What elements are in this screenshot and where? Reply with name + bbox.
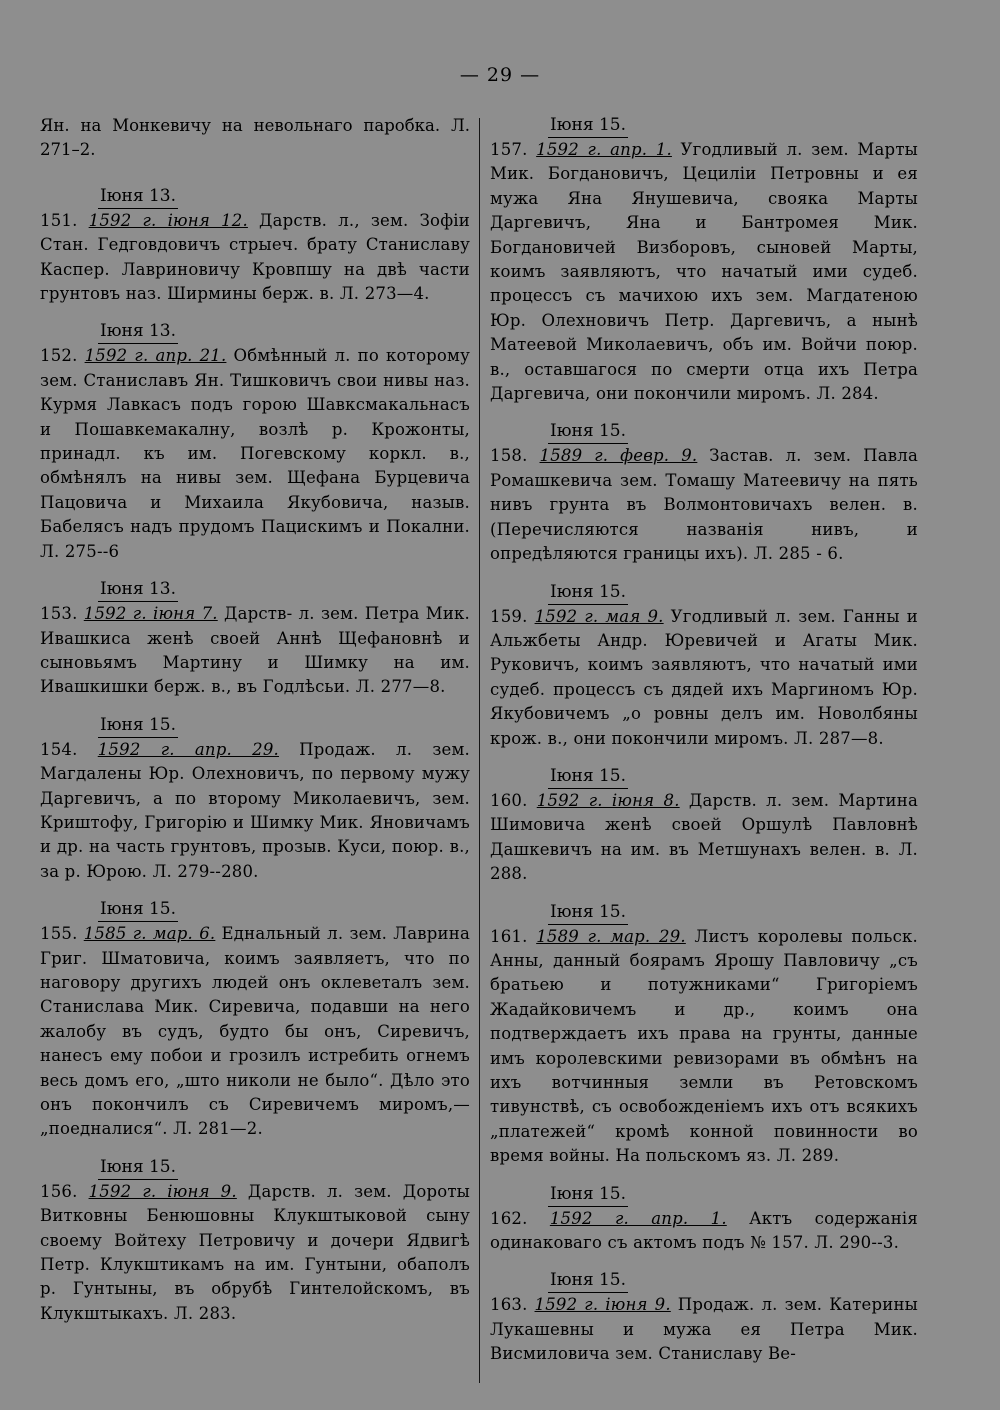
entry-body [40, 922, 470, 1142]
document-entry [490, 114, 918, 406]
entry-act-date: 1585 г. мар. 6. [83, 924, 216, 944]
entry-act-date: 1592 г. іюня 8. [536, 790, 680, 810]
entry-date-heading: Іюня 15. [548, 114, 628, 138]
entry-act-date: 1592 г. мая 9. [534, 606, 664, 626]
document-entry [490, 765, 918, 887]
entry-text: Еднальный л. зем. Лаврина Григ. Шматовича, коимъ заявляетъ, что по наговору другихъ людей онъ оклеветалъ зем. Станислава Мик. Сиревича, подавши на него жалобу въ судъ, будто бы онъ, Сиревичъ, нанесъ ему побои и грозилъ истребить огнемъ весь домъ его, „што николи не было“. Дѣло это онъ покончилъ съ Сиревичемъ миромъ,—„поедналися“. Л. 281—2. [40, 924, 470, 1139]
entry-act-date: 1592 г. апр. 1. [536, 140, 672, 159]
entry-text: Дарств. л. зем. Дороты Витковны Бенюшовны Клукштыковой сыну своему Войтеху Петровичу и дочери Ядвигѣ Петр. Клукштикамъ на им. Гунтыни, обаполъ р. Гунтыны, въ обрубѣ Гинтелойскомъ, въ Клукштыкахъ. Л. 283. [40, 1181, 471, 1323]
entry-act-date: 1592 г. апр. 1. [549, 1208, 727, 1228]
entry-text: Продаж. л. зем. Магдалены Юр. Олехновичъ, по первому мужу Даргевичъ, а по второму Миколаевичъ, зем. Криштофу, Григорію и Шимку Мик. Яновичамъ и др. на часть грунтовъ, прозыв. Куси, поюр. в., за р. Юрою. Л. 279--280. [40, 739, 470, 881]
document-entry [40, 1156, 470, 1326]
entry-text: Застав. л. зем. Павла Ромашкевича зем. Томашу Матеевичу на пять нивъ грунта въ Волмонтовичахъ велен. в. (Перечисляются названія нивъ, и опредѣляются границы ихъ). Л. 285 - 6. [490, 446, 918, 564]
entry-date-heading: Іюня 13. [98, 185, 178, 209]
entry-body [490, 925, 918, 1169]
entry-act-date: 1589 г. мар. 29. [536, 926, 686, 946]
entry-act-date: 1592 г. апр. 21. [84, 346, 227, 366]
entry-body [490, 1293, 918, 1366]
document-entry [40, 185, 470, 307]
entry-text: Продаж. л. зем. Катерины Лукашевны и мужа ея Петра Мик. Висмиловича зем. Станиславу Ве- [490, 1295, 918, 1364]
entry-text: Дарств. л., зем. Зофіи Стан. Гедговдовичъ стрыеч. брату Станиславу Каспер. Лавриновичу Кровпшу на двѣ части грунтовъ наз. Ширмины берж. в. Л. 273—4. [40, 210, 470, 304]
entry-date-heading: Іюня 13. [98, 320, 178, 344]
entry-date-heading: Іюня 15. [98, 898, 178, 922]
document-entry [490, 581, 918, 751]
right-entries [490, 114, 918, 1367]
entry-date-heading: Іюня 15. [98, 714, 178, 738]
entry-number: 154. [40, 739, 78, 759]
entry-act-date: 1589 г. февр. 9. [539, 446, 698, 466]
entry-body [40, 344, 470, 564]
entry-act-date: 1592 г. іюня 9. [88, 1181, 237, 1201]
entry-body [490, 444, 918, 566]
entry-number: 155. [40, 924, 78, 944]
entry-act-date: 1592 г. іюня 9. [534, 1295, 671, 1315]
document-entry [490, 901, 918, 1169]
entry-number: 161. [490, 926, 528, 946]
entry-date-heading: Іюня 15. [548, 581, 628, 605]
entry-text: Угодливый л. зем. Марты Мик. Богдановичъ, Цециліи Петровны и ея мужа Яна Янушевича, свояка Марты Даргевичъ, Яна и Бантромея Мик. Богдановичей Визборовъ, сыновей Марты, коимъ заявляютъ, что начатый ими судеб. процессъ съ мачихою ихъ зем. Магдатеною Юр. Олехновичъ Петр. Даргевичъ, а нынѣ Матеевой Миколаевичъ, объ им. Войчи поюр. в., оставшагося по смерти отца ихъ Петра Даргевича, они покончили миромъ. Л. 284. [490, 140, 918, 404]
entry-number: 152. [40, 346, 78, 366]
entry-act-date: 1592 г. іюня 7. [83, 604, 218, 624]
document-entry [40, 898, 470, 1142]
entry-date-heading: Іюня 15. [548, 901, 628, 925]
entry-date-heading: Іюня 15. [548, 420, 628, 444]
entry-act-date: 1592 г. іюня 12. [88, 210, 248, 230]
entry-number: 163. [490, 1295, 528, 1315]
entry-body [40, 738, 470, 884]
entry-body [40, 602, 470, 700]
right-column [490, 114, 918, 1381]
document-entry [490, 1269, 918, 1366]
entry-number: 159. [490, 606, 528, 626]
entry-text: Листъ королевы польск. Анны, данный боярамъ Ярошу Павловичу „съ братьею и потужниками“ Григоріемъ Жадайковичемъ и др., коимъ она подтверждаетъ ихъ права на грунты, данные имъ королевскими ревизорами въ обмѣнъ на ихъ вотчинныя земли въ Ретовскомъ тивунствѣ, съ освобожденіемъ ихъ отъ всякихъ „платежей“ кромѣ конной повинности во время войны. На польскомъ яз. Л. 289. [490, 926, 918, 1166]
document-entry [490, 1183, 918, 1256]
entry-body [490, 1207, 918, 1256]
entry-number: 153. [40, 604, 78, 624]
document-entry [40, 714, 470, 884]
entry-number: 151. [40, 210, 78, 230]
entry-body [40, 1180, 470, 1326]
entry-text: Актъ содержанія одинаковаго съ актомъ подъ № 157. Л. 290--3. [490, 1208, 918, 1253]
entry-date-heading: Іюня 15. [548, 1183, 628, 1207]
entry-act-date: 1592 г. апр. 29. [97, 739, 279, 759]
left-column [40, 114, 470, 1340]
left-intro-text: Ян. на Монкевичу на невольнаго паробка. Л. 271–2. [40, 116, 470, 160]
document-entry [490, 420, 918, 566]
entry-number: 157. [490, 140, 528, 159]
entry-date-heading: Іюня 15. [98, 1156, 178, 1180]
entry-body [490, 605, 918, 751]
document-entry [40, 320, 470, 564]
entry-number: 160. [490, 790, 528, 810]
page-number: — 29 — [459, 64, 541, 86]
left-entries [40, 185, 470, 1326]
entry-text: Дарств. л. зем. Мартина Шимовича женѣ своей Оршулѣ Павловнѣ Дашкевичъ на им. въ Метшунахъ велен. в. Л. 288. [490, 790, 918, 884]
entry-date-heading: Іюня 15. [548, 765, 628, 789]
entry-number: 158. [490, 446, 528, 466]
document-entry [40, 578, 470, 700]
entry-text: Дарств- л. зем. Петра Мик. Ивашкиса женѣ своей Аннѣ Щефановнѣ и сыновьямъ Мартину и Шимку на им. Ивашкишки берж. в., въ Годлѣсьи. Л. 277—8. [40, 604, 470, 697]
entry-body [40, 209, 470, 307]
entry-number: 162. [490, 1208, 528, 1228]
entry-date-heading: Іюня 15. [548, 1269, 628, 1293]
entry-text: Обмѣнный л. по которому зем. Станиславъ Ян. Тишковичъ свои нивы наз. Курмя Лавкасъ подъ горою Шавксмакальнасъ и Пошавкемакалну, возлѣ р. Крожонты, принадл. къ им. Погевскому коркл. в., обмѣнялъ на нивы зем. Щефана Бурцевича Пацовича и Михаила Якубовича, назыв. Бабелясъ надъ прудомъ Пацискимъ и Покални. Л. 275--6 [40, 346, 470, 561]
entry-text: Угодливый л. зем. Ганны и Альжбеты Андр. Юревичей и Агаты Мик. Руковичъ, коимъ заявляютъ, что начатый ими судеб. процессъ съ дядей ихъ Маргиномъ Юр. Якубовичемъ „о ровны делъ им. Новолбяны крож. в., они покончили миромъ. Л. 287—8. [490, 606, 918, 748]
entry-date-heading: Іюня 13. [98, 578, 178, 602]
entry-body [490, 138, 918, 406]
column-divider [479, 118, 480, 1383]
entry-body [490, 789, 918, 887]
entry-number: 156. [40, 1181, 78, 1201]
